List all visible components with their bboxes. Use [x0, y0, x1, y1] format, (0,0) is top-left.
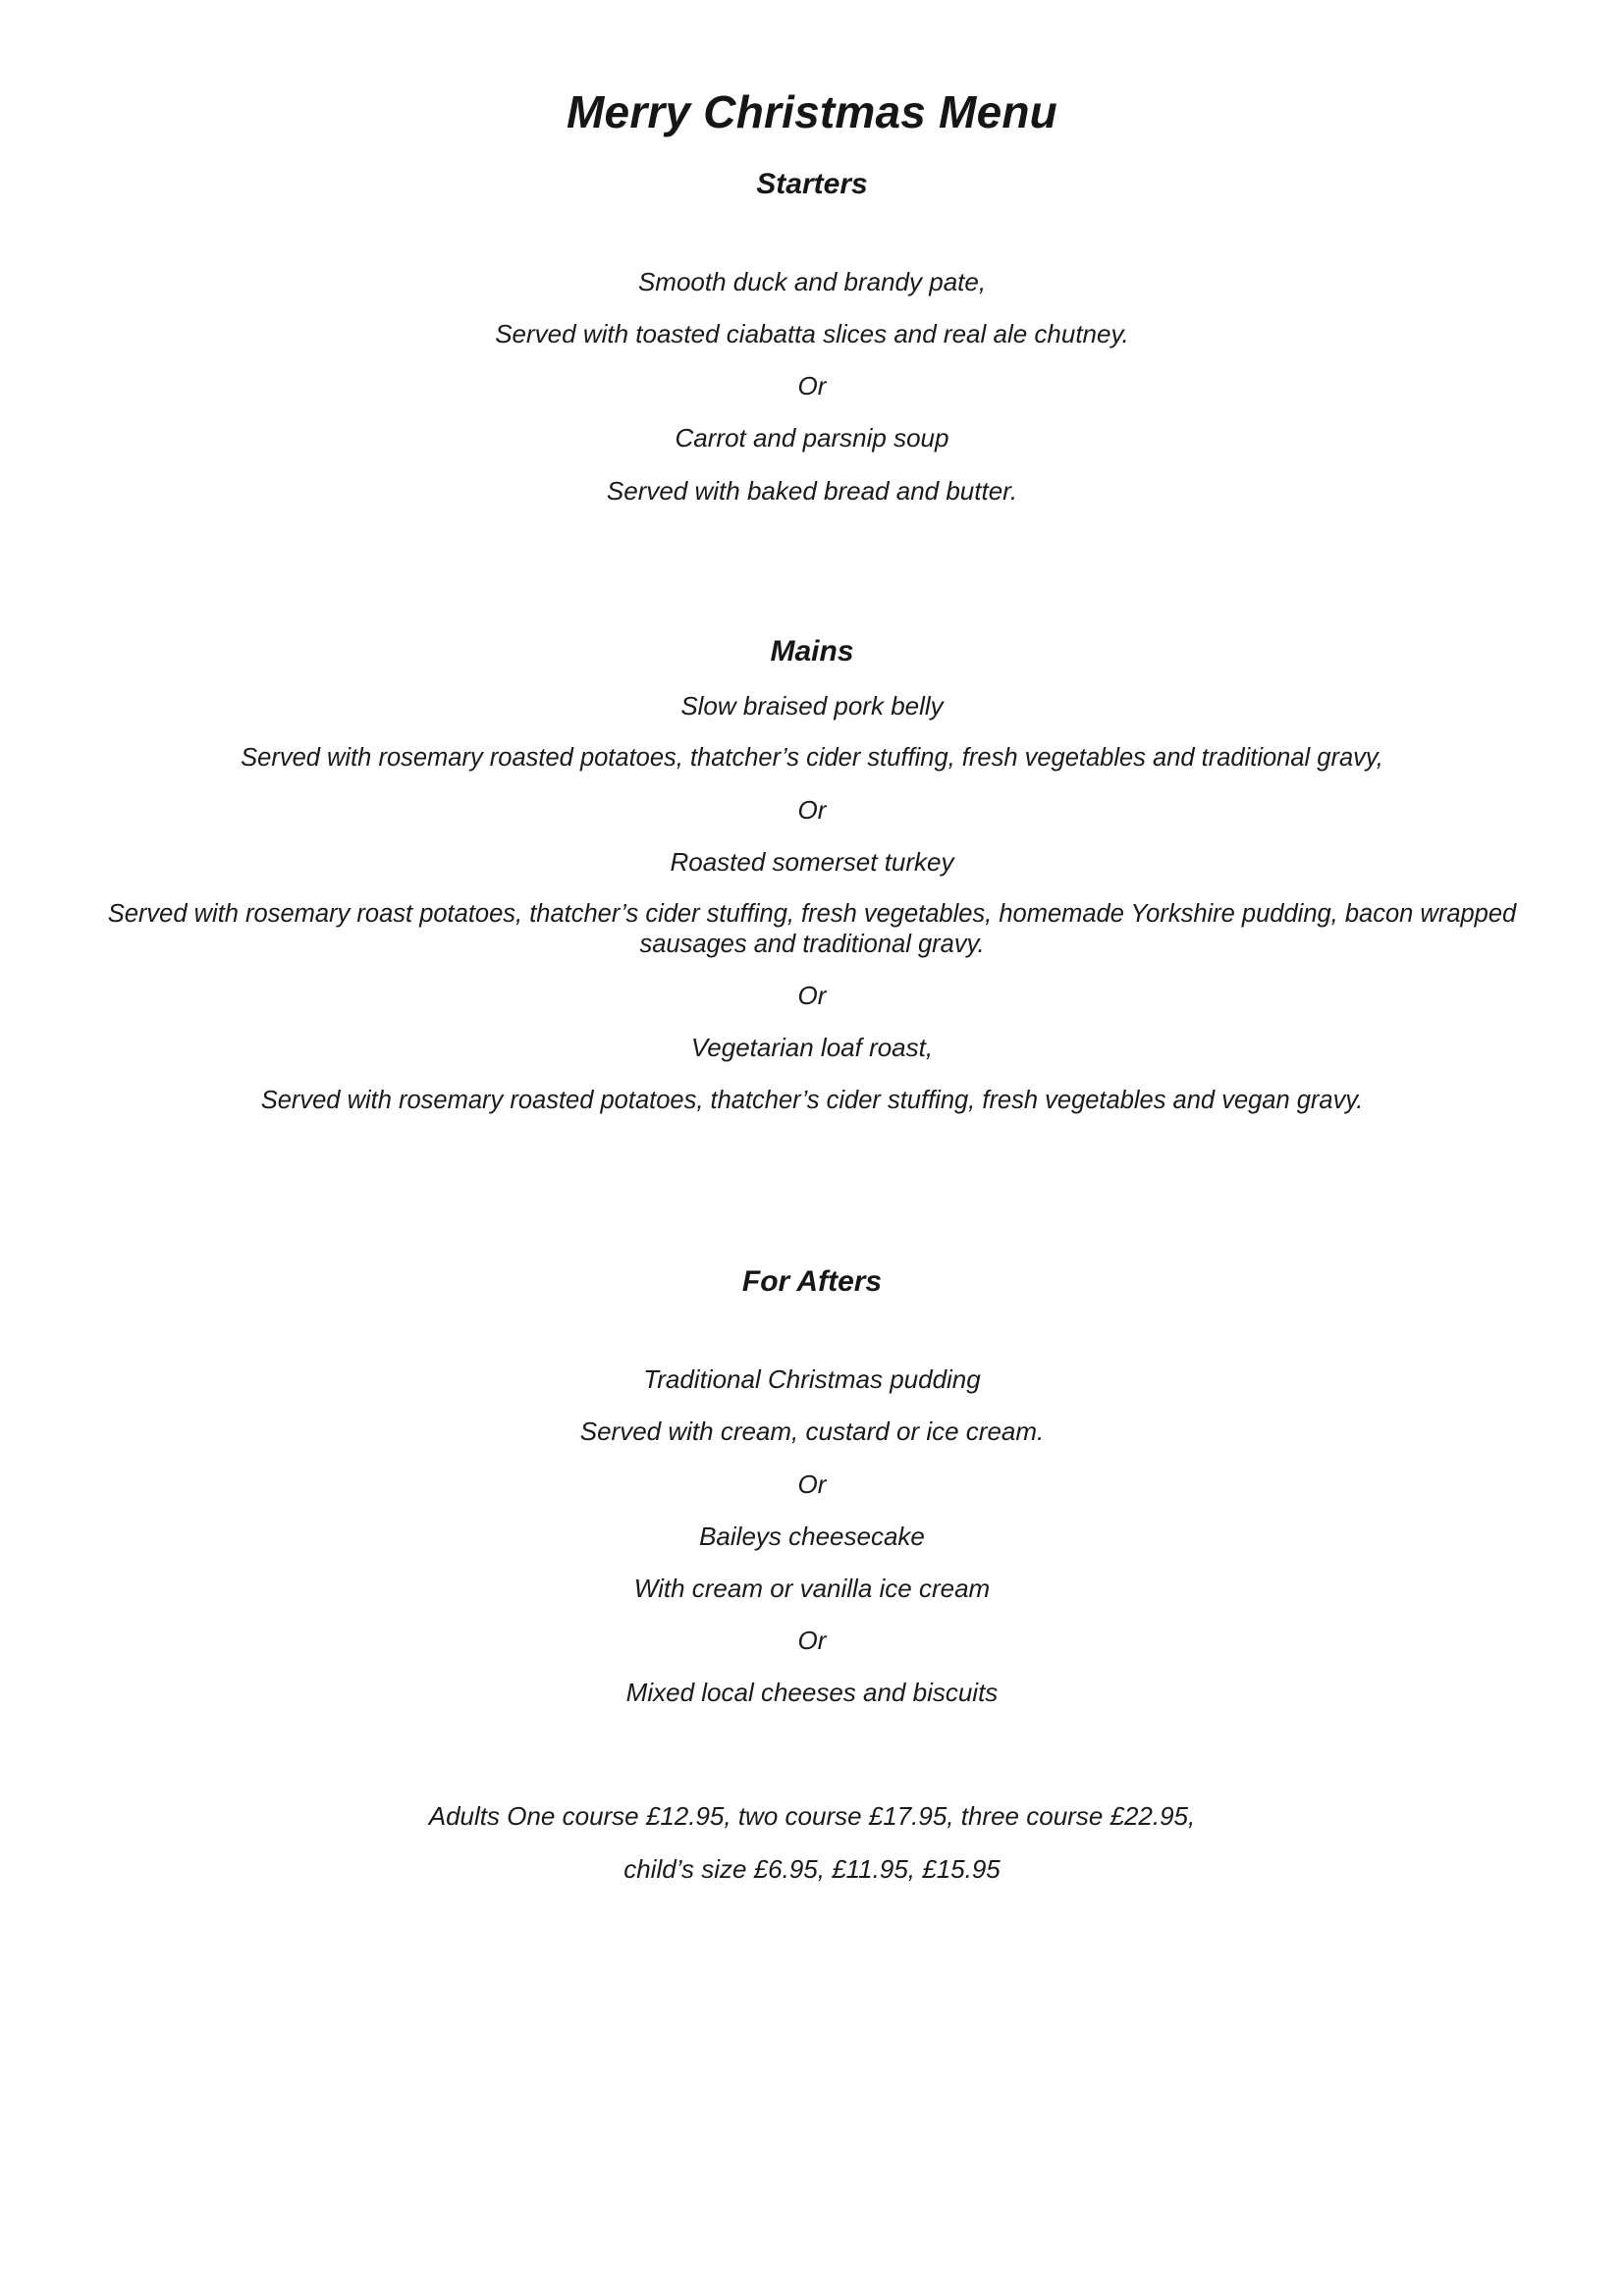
pricing-child: child’s size £6.95, £11.95, £15.95 [623, 1853, 1001, 1884]
spacer [83, 1448, 1541, 1469]
menu-item-separator: Or [797, 1468, 827, 1499]
menu-item-description: Served with toasted ciabatta slices and real ale chutney. [495, 319, 1129, 349]
menu-item-separator: Or [797, 1626, 827, 1656]
spacer [83, 297, 1541, 319]
spacer [83, 826, 1541, 847]
pricing-adults: Adults One course £12.95, two course £17.95, three course £22.95, [428, 1801, 1196, 1832]
menu-item-separator: Or [797, 981, 827, 1011]
spacer [83, 1500, 1541, 1522]
menu-item-separator: Or [797, 794, 827, 825]
spacer [83, 349, 1541, 371]
menu-item-description: Served with rosemary roasted potatoes, thatcher’s cider stuffing, fresh vegetables and traditional gravy, [241, 744, 1383, 773]
menu-item-separator: Or [797, 371, 827, 401]
spacer [83, 959, 1541, 981]
spacer [83, 1011, 1541, 1033]
menu-item-description: Served with rosemary roasted potatoes, thatcher’s cider stuffing, fresh vegetables and vegan gravy. [260, 1086, 1364, 1114]
spacer [83, 774, 1541, 795]
menu-item-name: Vegetarian loaf roast, [690, 1033, 934, 1063]
spacer [83, 1552, 1541, 1574]
section-heading-for-afters: For Afters [741, 1265, 883, 1299]
spacer [83, 1300, 1541, 1364]
menu-item-name: Carrot and parsnip soup [675, 423, 949, 454]
spacer [83, 721, 1541, 743]
spacer [83, 1656, 1541, 1678]
spacer [83, 1115, 1541, 1243]
menu-item-name: Mixed local cheeses and biscuits [625, 1678, 999, 1708]
spacer [83, 1395, 1541, 1416]
menu-item-description: Served with cream, custard or ice cream. [579, 1416, 1045, 1447]
spacer [83, 1243, 1541, 1264]
spacer [83, 878, 1541, 899]
menu-item-description: Served with rosemary roast potatoes, thatcher’s cider stuffing, fresh vegetables, homemade Yorkshire pudding, bacon wrapped sausages and traditional gravy. [107, 899, 1517, 958]
menu-item-name: Roasted somerset turkey [670, 846, 954, 877]
menu-item-name: Baileys cheesecake [699, 1521, 925, 1551]
spacer [83, 669, 1541, 691]
menu-item-name: Traditional Christmas pudding [643, 1364, 981, 1395]
section-heading-mains: Mains [770, 634, 854, 667]
spacer [83, 202, 1541, 267]
spacer [83, 454, 1541, 476]
section-heading-starters: Starters [756, 167, 868, 200]
spacer [83, 1708, 1541, 1801]
menu-item-name: Slow braised pork belly [680, 690, 944, 721]
menu-item-description: With cream or vanilla ice cream [633, 1573, 991, 1603]
spacer [83, 401, 1541, 423]
spacer [83, 1064, 1541, 1086]
spacer [83, 1833, 1541, 1854]
menu-item-description: Served with baked bread and butter. [606, 475, 1018, 506]
spacer [83, 1604, 1541, 1626]
spacer [83, 507, 1541, 634]
menu-item-name: Smooth duck and brandy pate, [637, 266, 987, 296]
page-title: Merry Christmas Menu [567, 86, 1057, 137]
